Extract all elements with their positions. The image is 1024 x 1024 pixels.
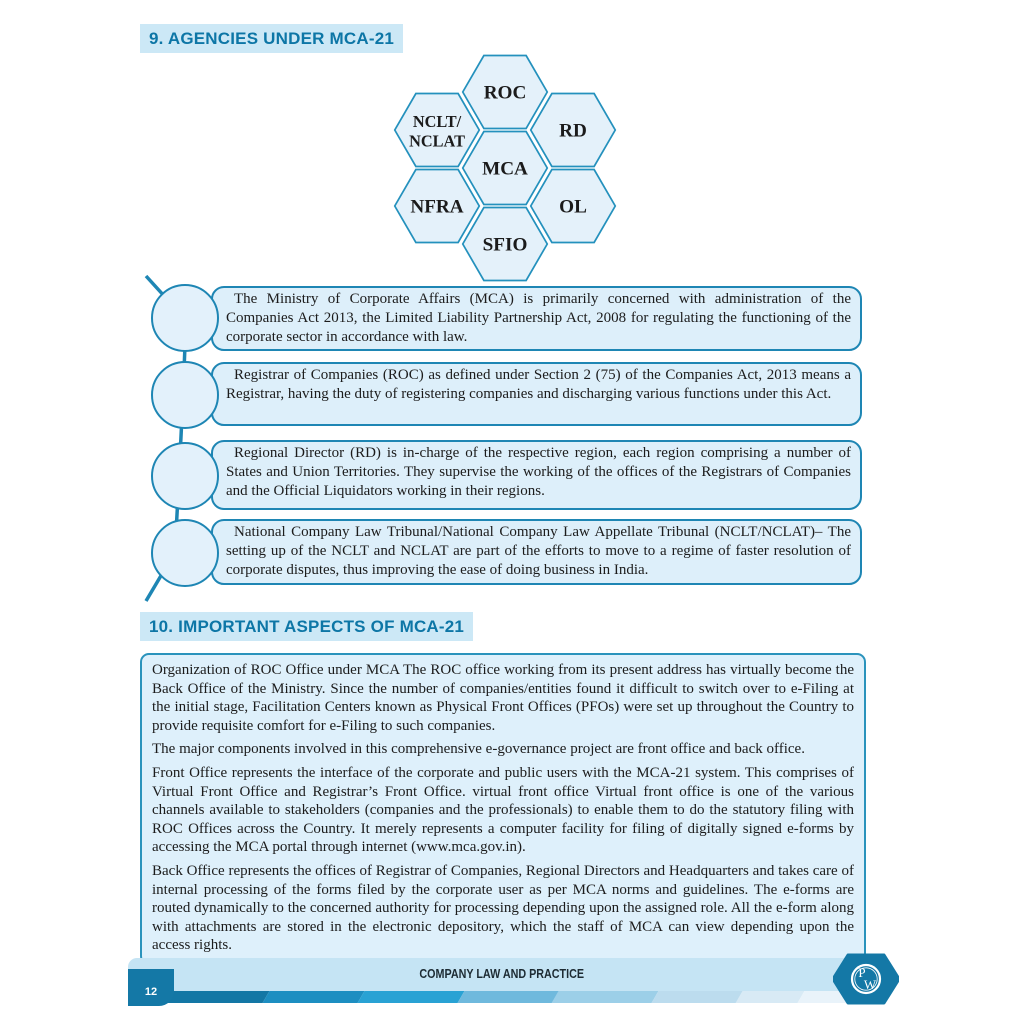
hexagon-mca: [463, 132, 547, 205]
callout-box-rd: Regional Director (RD) is in-charge of the respective region, each region comprising a number of States and Union Territories. They supervise the working of the offices of the Registrars of Companies and the Official Liquidators working in their regions.: [211, 440, 862, 510]
hexagon-sfio: [463, 208, 547, 281]
callout-circle-2: [151, 361, 219, 429]
page-number-tab: [128, 969, 174, 1006]
hexagon-nclt-label-line1: NCLT/: [412, 112, 462, 132]
stripe-segment: [263, 991, 365, 1003]
stripe-segment: [358, 991, 465, 1003]
footer-book-title: [128, 958, 876, 991]
callout-circle-1: [151, 284, 219, 352]
stripe-segment: [651, 991, 743, 1003]
hexagon-sfio-label: SFIO: [482, 234, 528, 256]
hexagon-rd-label: RD: [559, 120, 587, 142]
aspects-box: [140, 653, 866, 965]
stripe-segment: [736, 991, 805, 1003]
logo-letter-p: P: [858, 965, 866, 980]
hexagon-ol-label: OL: [559, 196, 587, 218]
aspects-paragraph-3: Front Office represents the interface of the corporate and public users with the MCA-21 system. This comprises of Virtual Front Office and Registrar’s Front Office. virtual front office Virtual front office is one of the various channels available to stakeholders (companies and the professionals) to enable them to do the statutory filing with ROC Offices across the Country. It merely represents a computer facility for filing of digitally signed e-forms by accessing the MCA portal through internet (www.mca.gov.in).: [152, 764, 854, 856]
footer-stripes: [128, 991, 861, 1003]
hexagon-nclt-nclat: [395, 94, 479, 167]
callout-box-nclt: National Company Law Tribunal/National Company Law Appellate Tribunal (NCLT/NCLAT)– The setting up of the NCLT and NCLAT are part of the efforts to move to a regime of faster resolution of corporate disputes, thus improving the ease of doing business in India.: [211, 519, 862, 585]
aspects-paragraph-2: The major components involved in this comprehensive e-governance project are front office and back office.: [152, 741, 805, 758]
pw-logo-icon: [833, 953, 899, 1005]
stripe-segment: [457, 991, 559, 1003]
page-number: 12: [144, 985, 158, 998]
hexagon-roc-label: ROC: [483, 82, 527, 104]
hexagon-nfra-label: NFRA: [410, 196, 464, 218]
aspects-paragraph-1: Organization of ROC Office under MCA The ROC office working from its present address has virtually become the Back Office of the Ministry. Since the number of companies/entities found it difficult to switch over to e-Filing at the initial stage, Facilitation Centers known as Physical Front Offices (PFOs) were set up throughout the Country to provide requisite comfort for e-Filing to such companies.: [152, 662, 854, 734]
hexagon-nfra: [395, 170, 479, 243]
section-10-heading: 10. IMPORTANT ASPECTS OF MCA-21: [140, 612, 473, 641]
hexagon-rd: [531, 94, 615, 167]
callout-circle-3: [151, 442, 219, 510]
callout-box-roc: Registrar of Companies (ROC) as defined under Section 2 (75) of the Companies Act, 2013 means a Registrar, having the duty of registering companies and discharging various functions under this Act.: [211, 362, 862, 426]
logo-letter-w: W: [863, 977, 877, 992]
aspects-paragraph-4: Back Office represents the offices of Registrar of Companies, Regional Directors and Headquarters and takes care of internal processing of the forms filed by the corporate user as per MCA norms and guidelines. The e-forms are routed dynamically to the concerned authority for processing depending upon the assigned role. All the e-form along with attachments are stored in the electronic depository, which the staff of MCA can view depending upon the access rights.: [152, 862, 854, 954]
footer-book-title-text: COMPANY LAW AND PRACTICE: [419, 967, 585, 981]
hexagon-mca-label: MCA: [482, 158, 528, 180]
hexagon-nclt-label-line2: NCLAT: [409, 131, 465, 151]
stripe-segment: [552, 991, 659, 1003]
hexagon-roc: [463, 56, 547, 129]
hexagon-ol: [531, 170, 615, 243]
section-9-heading: 9. AGENCIES UNDER MCA-21: [140, 24, 403, 53]
footer-bar: [128, 958, 876, 991]
callout-circle-4: [151, 519, 219, 587]
callout-box-mca: The Ministry of Corporate Affairs (MCA) is primarily concerned with administration of the Companies Act 2013, the Limited Liability Partnership Act, 2008 for regulating the functioning of the corporate sector in accordance with law.: [211, 286, 862, 351]
